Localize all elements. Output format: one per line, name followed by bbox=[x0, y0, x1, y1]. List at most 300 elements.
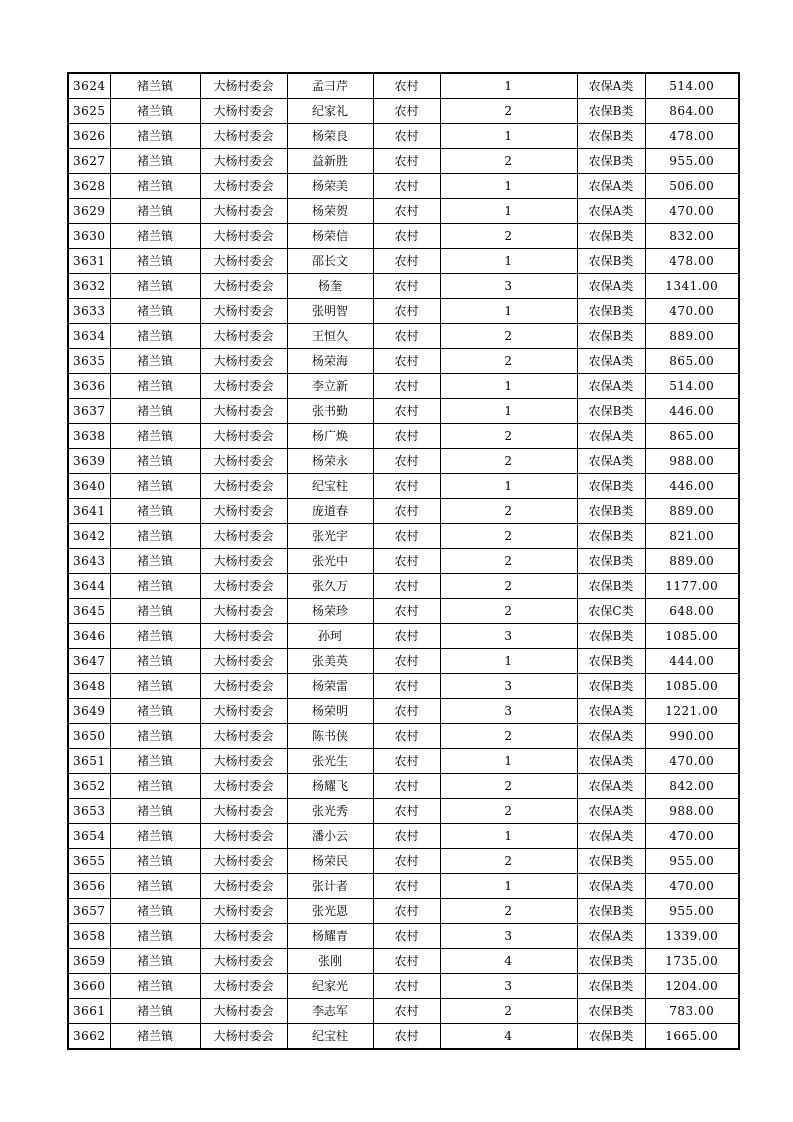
name-cell: 杨荣民 bbox=[287, 849, 373, 874]
township-cell: 褚兰镇 bbox=[110, 399, 200, 424]
amount-cell: 1341.00 bbox=[645, 274, 739, 299]
person-count-cell: 2 bbox=[440, 724, 577, 749]
row-number-cell: 3655 bbox=[68, 849, 110, 874]
person-count-cell: 1 bbox=[440, 199, 577, 224]
table-row bbox=[68, 374, 739, 399]
township-cell: 褚兰镇 bbox=[110, 224, 200, 249]
insurance-category-cell: 农保B类 bbox=[577, 849, 645, 874]
township-cell: 褚兰镇 bbox=[110, 749, 200, 774]
township-cell: 褚兰镇 bbox=[110, 974, 200, 999]
table-row bbox=[68, 99, 739, 124]
row-number-cell: 3645 bbox=[68, 599, 110, 624]
table-body bbox=[68, 73, 739, 1049]
table-row bbox=[68, 674, 739, 699]
insurance-category-cell: 农保A类 bbox=[577, 199, 645, 224]
village-committee-cell: 大杨村委会 bbox=[200, 99, 287, 124]
amount-cell: 1177.00 bbox=[645, 574, 739, 599]
insurance-category-cell: 农保B类 bbox=[577, 549, 645, 574]
name-cell: 张计者 bbox=[287, 874, 373, 899]
amount-cell: 955.00 bbox=[645, 899, 739, 924]
table-row bbox=[68, 699, 739, 724]
row-number-cell: 3632 bbox=[68, 274, 110, 299]
village-committee-cell: 大杨村委会 bbox=[200, 974, 287, 999]
township-cell: 褚兰镇 bbox=[110, 174, 200, 199]
name-cell: 张刚 bbox=[287, 949, 373, 974]
row-number-cell: 3647 bbox=[68, 649, 110, 674]
insurance-category-cell: 农保B类 bbox=[577, 574, 645, 599]
insurance-category-cell: 农保A类 bbox=[577, 774, 645, 799]
amount-cell: 1339.00 bbox=[645, 924, 739, 949]
amount-cell: 864.00 bbox=[645, 99, 739, 124]
amount-cell: 446.00 bbox=[645, 474, 739, 499]
township-cell: 褚兰镇 bbox=[110, 799, 200, 824]
village-committee-cell: 大杨村委会 bbox=[200, 424, 287, 449]
amount-cell: 783.00 bbox=[645, 999, 739, 1024]
amount-cell: 889.00 bbox=[645, 499, 739, 524]
person-count-cell: 1 bbox=[440, 474, 577, 499]
township-cell: 褚兰镇 bbox=[110, 124, 200, 149]
table-row bbox=[68, 899, 739, 924]
person-count-cell: 2 bbox=[440, 599, 577, 624]
name-cell: 王恒久 bbox=[287, 324, 373, 349]
table-row bbox=[68, 924, 739, 949]
row-number-cell: 3640 bbox=[68, 474, 110, 499]
name-cell: 张久万 bbox=[287, 574, 373, 599]
village-committee-cell: 大杨村委会 bbox=[200, 874, 287, 899]
table-row bbox=[68, 424, 739, 449]
row-number-cell: 3662 bbox=[68, 1024, 110, 1050]
table-row bbox=[68, 749, 739, 774]
insurance-category-cell: 农保B类 bbox=[577, 224, 645, 249]
insurance-category-cell: 农保A类 bbox=[577, 274, 645, 299]
insurance-category-cell: 农保C类 bbox=[577, 599, 645, 624]
insurance-category-cell: 农保A类 bbox=[577, 724, 645, 749]
person-count-cell: 1 bbox=[440, 649, 577, 674]
village-committee-cell: 大杨村委会 bbox=[200, 749, 287, 774]
table-row bbox=[68, 324, 739, 349]
table-row bbox=[68, 649, 739, 674]
person-count-cell: 2 bbox=[440, 899, 577, 924]
name-cell: 纪宝柱 bbox=[287, 474, 373, 499]
name-cell: 杨荣良 bbox=[287, 124, 373, 149]
insurance-category-cell: 农保A类 bbox=[577, 924, 645, 949]
amount-cell: 1665.00 bbox=[645, 1024, 739, 1050]
person-count-cell: 2 bbox=[440, 999, 577, 1024]
insurance-category-cell: 农保B类 bbox=[577, 1024, 645, 1050]
name-cell: 杨耀青 bbox=[287, 924, 373, 949]
person-count-cell: 1 bbox=[440, 299, 577, 324]
amount-cell: 514.00 bbox=[645, 374, 739, 399]
person-count-cell: 2 bbox=[440, 149, 577, 174]
insurance-category-cell: 农保B类 bbox=[577, 124, 645, 149]
person-count-cell: 3 bbox=[440, 699, 577, 724]
village-committee-cell: 大杨村委会 bbox=[200, 249, 287, 274]
name-cell: 张光宇 bbox=[287, 524, 373, 549]
household-type-cell: 农村 bbox=[373, 149, 440, 174]
name-cell: 益新胜 bbox=[287, 149, 373, 174]
household-type-cell: 农村 bbox=[373, 649, 440, 674]
person-count-cell: 3 bbox=[440, 924, 577, 949]
name-cell: 张光中 bbox=[287, 549, 373, 574]
table-row bbox=[68, 724, 739, 749]
insurance-category-cell: 农保B类 bbox=[577, 649, 645, 674]
insurance-category-cell: 农保A类 bbox=[577, 699, 645, 724]
amount-cell: 470.00 bbox=[645, 824, 739, 849]
row-number-cell: 3627 bbox=[68, 149, 110, 174]
household-type-cell: 农村 bbox=[373, 474, 440, 499]
row-number-cell: 3624 bbox=[68, 73, 110, 99]
township-cell: 褚兰镇 bbox=[110, 899, 200, 924]
village-committee-cell: 大杨村委会 bbox=[200, 449, 287, 474]
table-row bbox=[68, 474, 739, 499]
row-number-cell: 3646 bbox=[68, 624, 110, 649]
table-row bbox=[68, 999, 739, 1024]
table-row bbox=[68, 224, 739, 249]
name-cell: 纪家光 bbox=[287, 974, 373, 999]
amount-cell: 889.00 bbox=[645, 549, 739, 574]
table-row bbox=[68, 849, 739, 874]
person-count-cell: 2 bbox=[440, 349, 577, 374]
name-cell: 张光秀 bbox=[287, 799, 373, 824]
village-committee-cell: 大杨村委会 bbox=[200, 474, 287, 499]
person-count-cell: 4 bbox=[440, 949, 577, 974]
table-row bbox=[68, 299, 739, 324]
name-cell: 杨荣珍 bbox=[287, 599, 373, 624]
village-committee-cell: 大杨村委会 bbox=[200, 949, 287, 974]
table-row bbox=[68, 874, 739, 899]
village-committee-cell: 大杨村委会 bbox=[200, 899, 287, 924]
household-type-cell: 农村 bbox=[373, 274, 440, 299]
township-cell: 褚兰镇 bbox=[110, 774, 200, 799]
person-count-cell: 1 bbox=[440, 174, 577, 199]
person-count-cell: 2 bbox=[440, 574, 577, 599]
row-number-cell: 3659 bbox=[68, 949, 110, 974]
name-cell: 张书勤 bbox=[287, 399, 373, 424]
township-cell: 褚兰镇 bbox=[110, 374, 200, 399]
township-cell: 褚兰镇 bbox=[110, 524, 200, 549]
village-committee-cell: 大杨村委会 bbox=[200, 799, 287, 824]
person-count-cell: 2 bbox=[440, 549, 577, 574]
row-number-cell: 3658 bbox=[68, 924, 110, 949]
amount-cell: 1221.00 bbox=[645, 699, 739, 724]
amount-cell: 821.00 bbox=[645, 524, 739, 549]
person-count-cell: 1 bbox=[440, 749, 577, 774]
name-cell: 邵长文 bbox=[287, 249, 373, 274]
household-type-cell: 农村 bbox=[373, 524, 440, 549]
insurance-category-cell: 农保B类 bbox=[577, 674, 645, 699]
village-committee-cell: 大杨村委会 bbox=[200, 499, 287, 524]
row-number-cell: 3643 bbox=[68, 549, 110, 574]
table-row bbox=[68, 799, 739, 824]
village-committee-cell: 大杨村委会 bbox=[200, 549, 287, 574]
amount-cell: 444.00 bbox=[645, 649, 739, 674]
table-row bbox=[68, 1024, 739, 1050]
amount-cell: 470.00 bbox=[645, 749, 739, 774]
household-type-cell: 农村 bbox=[373, 349, 440, 374]
person-count-cell: 1 bbox=[440, 824, 577, 849]
village-committee-cell: 大杨村委会 bbox=[200, 399, 287, 424]
village-committee-cell: 大杨村委会 bbox=[200, 149, 287, 174]
township-cell: 褚兰镇 bbox=[110, 274, 200, 299]
insurance-category-cell: 农保B类 bbox=[577, 249, 645, 274]
insurance-category-cell: 农保A类 bbox=[577, 449, 645, 474]
person-count-cell: 3 bbox=[440, 274, 577, 299]
table-row bbox=[68, 624, 739, 649]
household-type-cell: 农村 bbox=[373, 1024, 440, 1050]
village-committee-cell: 大杨村委会 bbox=[200, 574, 287, 599]
township-cell: 褚兰镇 bbox=[110, 149, 200, 174]
village-committee-cell: 大杨村委会 bbox=[200, 624, 287, 649]
village-committee-cell: 大杨村委会 bbox=[200, 999, 287, 1024]
village-committee-cell: 大杨村委会 bbox=[200, 73, 287, 99]
name-cell: 杨广焕 bbox=[287, 424, 373, 449]
name-cell: 张美英 bbox=[287, 649, 373, 674]
township-cell: 褚兰镇 bbox=[110, 999, 200, 1024]
person-count-cell: 1 bbox=[440, 399, 577, 424]
insurance-category-cell: 农保A类 bbox=[577, 374, 645, 399]
household-type-cell: 农村 bbox=[373, 624, 440, 649]
table-row bbox=[68, 599, 739, 624]
table-row bbox=[68, 199, 739, 224]
household-type-cell: 农村 bbox=[373, 224, 440, 249]
amount-cell: 514.00 bbox=[645, 73, 739, 99]
row-number-cell: 3656 bbox=[68, 874, 110, 899]
table-row bbox=[68, 974, 739, 999]
person-count-cell: 2 bbox=[440, 774, 577, 799]
household-type-cell: 农村 bbox=[373, 674, 440, 699]
amount-cell: 446.00 bbox=[645, 399, 739, 424]
township-cell: 褚兰镇 bbox=[110, 699, 200, 724]
township-cell: 褚兰镇 bbox=[110, 249, 200, 274]
township-cell: 褚兰镇 bbox=[110, 849, 200, 874]
amount-cell: 1085.00 bbox=[645, 624, 739, 649]
township-cell: 褚兰镇 bbox=[110, 474, 200, 499]
table-row bbox=[68, 349, 739, 374]
township-cell: 褚兰镇 bbox=[110, 1024, 200, 1050]
person-count-cell: 2 bbox=[440, 524, 577, 549]
township-cell: 褚兰镇 bbox=[110, 724, 200, 749]
insurance-category-cell: 农保B类 bbox=[577, 999, 645, 1024]
amount-cell: 865.00 bbox=[645, 424, 739, 449]
amount-cell: 470.00 bbox=[645, 199, 739, 224]
household-type-cell: 农村 bbox=[373, 299, 440, 324]
row-number-cell: 3652 bbox=[68, 774, 110, 799]
table-row bbox=[68, 549, 739, 574]
person-count-cell: 2 bbox=[440, 799, 577, 824]
row-number-cell: 3661 bbox=[68, 999, 110, 1024]
household-type-cell: 农村 bbox=[373, 949, 440, 974]
name-cell: 孟彐芹 bbox=[287, 73, 373, 99]
village-committee-cell: 大杨村委会 bbox=[200, 374, 287, 399]
amount-cell: 478.00 bbox=[645, 249, 739, 274]
insurance-category-cell: 农保B类 bbox=[577, 99, 645, 124]
village-committee-cell: 大杨村委会 bbox=[200, 699, 287, 724]
household-type-cell: 农村 bbox=[373, 124, 440, 149]
table-row bbox=[68, 574, 739, 599]
township-cell: 褚兰镇 bbox=[110, 649, 200, 674]
amount-cell: 1735.00 bbox=[645, 949, 739, 974]
township-cell: 褚兰镇 bbox=[110, 949, 200, 974]
row-number-cell: 3625 bbox=[68, 99, 110, 124]
row-number-cell: 3631 bbox=[68, 249, 110, 274]
amount-cell: 648.00 bbox=[645, 599, 739, 624]
row-number-cell: 3653 bbox=[68, 799, 110, 824]
row-number-cell: 3649 bbox=[68, 699, 110, 724]
township-cell: 褚兰镇 bbox=[110, 574, 200, 599]
insurance-category-cell: 农保B类 bbox=[577, 324, 645, 349]
insurance-category-cell: 农保B类 bbox=[577, 974, 645, 999]
insurance-category-cell: 农保A类 bbox=[577, 874, 645, 899]
name-cell: 杨耀飞 bbox=[287, 774, 373, 799]
table-row bbox=[68, 73, 739, 99]
household-type-cell: 农村 bbox=[373, 174, 440, 199]
township-cell: 褚兰镇 bbox=[110, 424, 200, 449]
insurance-category-cell: 农保B类 bbox=[577, 899, 645, 924]
person-count-cell: 2 bbox=[440, 499, 577, 524]
row-number-cell: 3634 bbox=[68, 324, 110, 349]
village-committee-cell: 大杨村委会 bbox=[200, 299, 287, 324]
township-cell: 褚兰镇 bbox=[110, 73, 200, 99]
amount-cell: 1204.00 bbox=[645, 974, 739, 999]
village-committee-cell: 大杨村委会 bbox=[200, 224, 287, 249]
household-type-cell: 农村 bbox=[373, 374, 440, 399]
township-cell: 褚兰镇 bbox=[110, 599, 200, 624]
amount-cell: 478.00 bbox=[645, 124, 739, 149]
row-number-cell: 3633 bbox=[68, 299, 110, 324]
insurance-category-cell: 农保A类 bbox=[577, 749, 645, 774]
row-number-cell: 3644 bbox=[68, 574, 110, 599]
table-row bbox=[68, 124, 739, 149]
row-number-cell: 3650 bbox=[68, 724, 110, 749]
name-cell: 杨荣雷 bbox=[287, 674, 373, 699]
household-type-cell: 农村 bbox=[373, 249, 440, 274]
household-type-cell: 农村 bbox=[373, 999, 440, 1024]
table-row bbox=[68, 274, 739, 299]
household-type-cell: 农村 bbox=[373, 324, 440, 349]
table-row bbox=[68, 949, 739, 974]
township-cell: 褚兰镇 bbox=[110, 624, 200, 649]
township-cell: 褚兰镇 bbox=[110, 299, 200, 324]
insurance-category-cell: 农保A类 bbox=[577, 349, 645, 374]
township-cell: 褚兰镇 bbox=[110, 99, 200, 124]
household-type-cell: 农村 bbox=[373, 574, 440, 599]
village-committee-cell: 大杨村委会 bbox=[200, 824, 287, 849]
insurance-category-cell: 农保A类 bbox=[577, 73, 645, 99]
row-number-cell: 3651 bbox=[68, 749, 110, 774]
household-type-cell: 农村 bbox=[373, 199, 440, 224]
amount-cell: 955.00 bbox=[645, 849, 739, 874]
household-type-cell: 农村 bbox=[373, 899, 440, 924]
name-cell: 李立新 bbox=[287, 374, 373, 399]
household-type-cell: 农村 bbox=[373, 824, 440, 849]
table-row bbox=[68, 249, 739, 274]
amount-cell: 988.00 bbox=[645, 449, 739, 474]
amount-cell: 955.00 bbox=[645, 149, 739, 174]
row-number-cell: 3642 bbox=[68, 524, 110, 549]
village-committee-cell: 大杨村委会 bbox=[200, 199, 287, 224]
row-number-cell: 3654 bbox=[68, 824, 110, 849]
row-number-cell: 3636 bbox=[68, 374, 110, 399]
person-count-cell: 2 bbox=[440, 849, 577, 874]
name-cell: 杨荣贺 bbox=[287, 199, 373, 224]
table-row bbox=[68, 524, 739, 549]
name-cell: 杨荣美 bbox=[287, 174, 373, 199]
person-count-cell: 4 bbox=[440, 1024, 577, 1050]
person-count-cell: 1 bbox=[440, 374, 577, 399]
name-cell: 杨荣永 bbox=[287, 449, 373, 474]
row-number-cell: 3639 bbox=[68, 449, 110, 474]
row-number-cell: 3641 bbox=[68, 499, 110, 524]
insurance-category-cell: 农保A类 bbox=[577, 424, 645, 449]
amount-cell: 988.00 bbox=[645, 799, 739, 824]
household-type-cell: 农村 bbox=[373, 424, 440, 449]
row-number-cell: 3657 bbox=[68, 899, 110, 924]
township-cell: 褚兰镇 bbox=[110, 549, 200, 574]
name-cell: 张光生 bbox=[287, 749, 373, 774]
name-cell: 杨荣海 bbox=[287, 349, 373, 374]
household-type-cell: 农村 bbox=[373, 449, 440, 474]
household-type-cell: 农村 bbox=[373, 599, 440, 624]
township-cell: 褚兰镇 bbox=[110, 874, 200, 899]
table-row bbox=[68, 449, 739, 474]
name-cell: 纪家礼 bbox=[287, 99, 373, 124]
table-row bbox=[68, 774, 739, 799]
village-committee-cell: 大杨村委会 bbox=[200, 174, 287, 199]
insurance-category-cell: 农保A类 bbox=[577, 174, 645, 199]
household-type-cell: 农村 bbox=[373, 924, 440, 949]
name-cell: 杨荣信 bbox=[287, 224, 373, 249]
township-cell: 褚兰镇 bbox=[110, 824, 200, 849]
amount-cell: 1085.00 bbox=[645, 674, 739, 699]
amount-cell: 865.00 bbox=[645, 349, 739, 374]
insurance-category-cell: 农保B类 bbox=[577, 949, 645, 974]
name-cell: 纪宝柱 bbox=[287, 1024, 373, 1050]
household-type-cell: 农村 bbox=[373, 974, 440, 999]
village-committee-cell: 大杨村委会 bbox=[200, 524, 287, 549]
village-committee-cell: 大杨村委会 bbox=[200, 349, 287, 374]
row-number-cell: 3630 bbox=[68, 224, 110, 249]
village-committee-cell: 大杨村委会 bbox=[200, 724, 287, 749]
amount-cell: 470.00 bbox=[645, 299, 739, 324]
name-cell: 庞道春 bbox=[287, 499, 373, 524]
insurance-category-cell: 农保B类 bbox=[577, 474, 645, 499]
person-count-cell: 3 bbox=[440, 974, 577, 999]
table-row bbox=[68, 174, 739, 199]
person-count-cell: 2 bbox=[440, 324, 577, 349]
row-number-cell: 3638 bbox=[68, 424, 110, 449]
row-number-cell: 3637 bbox=[68, 399, 110, 424]
amount-cell: 506.00 bbox=[645, 174, 739, 199]
household-type-cell: 农村 bbox=[373, 724, 440, 749]
household-type-cell: 农村 bbox=[373, 499, 440, 524]
name-cell: 张光恩 bbox=[287, 899, 373, 924]
household-type-cell: 农村 bbox=[373, 549, 440, 574]
insurance-category-cell: 农保B类 bbox=[577, 149, 645, 174]
village-committee-cell: 大杨村委会 bbox=[200, 1024, 287, 1050]
name-cell: 潘小云 bbox=[287, 824, 373, 849]
village-committee-cell: 大杨村委会 bbox=[200, 849, 287, 874]
insurance-category-cell: 农保B类 bbox=[577, 624, 645, 649]
household-type-cell: 农村 bbox=[373, 699, 440, 724]
township-cell: 褚兰镇 bbox=[110, 324, 200, 349]
household-type-cell: 农村 bbox=[373, 99, 440, 124]
amount-cell: 832.00 bbox=[645, 224, 739, 249]
person-count-cell: 3 bbox=[440, 674, 577, 699]
amount-cell: 990.00 bbox=[645, 724, 739, 749]
name-cell: 杨奎 bbox=[287, 274, 373, 299]
row-number-cell: 3626 bbox=[68, 124, 110, 149]
person-count-cell: 1 bbox=[440, 124, 577, 149]
